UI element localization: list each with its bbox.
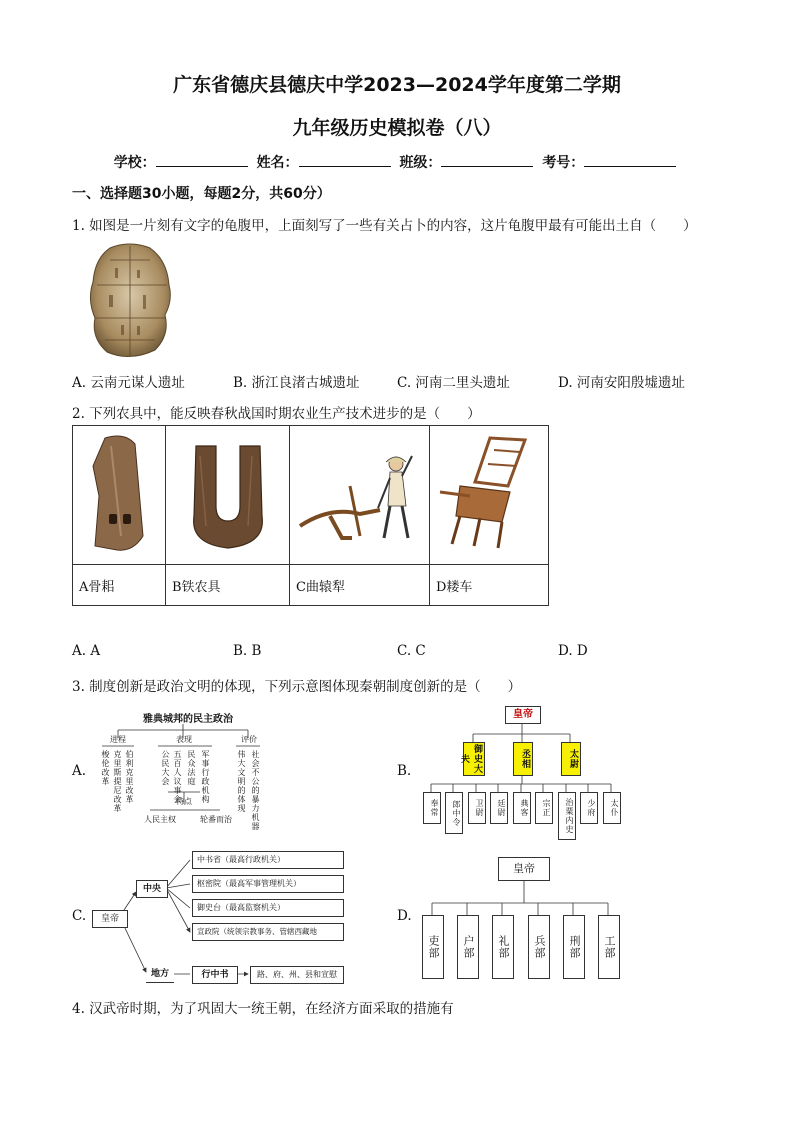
tool-caption-a: A骨耜 xyxy=(73,565,166,606)
ming-ministry-1: 吏部 xyxy=(422,915,444,979)
q3-option-c[interactable]: C. xyxy=(72,908,87,924)
ming-ministry-2: 户部 xyxy=(457,915,479,979)
yuan-local-label: 地方 xyxy=(146,966,174,983)
q1-stem: 1. 如图是一片刻有文字的龟腹甲，上面刻写了一些有关占卜的内容，这片龟腹甲最有可能出土自（ ） xyxy=(72,218,697,234)
yuan-admin-diagram xyxy=(90,848,350,986)
yuan-central-2: 枢密院（最高军事管理机关） xyxy=(192,875,344,893)
student-info-row xyxy=(0,152,794,172)
qin-bottom-7: 治粟内史 xyxy=(558,792,576,840)
id-label: 考号： xyxy=(542,155,585,171)
athens-feature-1: 人民主权 xyxy=(144,815,176,824)
yuan-emperor-box: 皇帝 xyxy=(92,910,128,928)
athens-process-1: 梭伦改革 xyxy=(101,750,110,786)
ming-ministry-4: 兵部 xyxy=(528,915,550,979)
qin-bottom-2: 郎中令 xyxy=(445,792,463,834)
qin-bottom-3: 卫尉 xyxy=(468,792,486,824)
athens-perform-4: 军事行政机构 xyxy=(201,750,210,804)
school-label: 学校： xyxy=(113,155,156,171)
name-label: 姓名： xyxy=(256,155,299,171)
athens-process-2: 克里斯提尼改革 xyxy=(113,750,122,813)
athens-evaluate-2: 社会不公的暴力机器 xyxy=(251,750,260,831)
tools-table xyxy=(72,425,549,606)
name-blank[interactable] xyxy=(299,154,391,167)
athens-evaluate-1: 伟大文明的体现 xyxy=(237,750,246,813)
q3-option-d[interactable]: D. xyxy=(397,908,412,924)
qin-bottom-4: 廷尉 xyxy=(490,792,508,824)
athens-branch-evaluate: 评价 xyxy=(241,735,257,744)
exam-title-line2: 九年级历史模拟卷（八） xyxy=(292,117,502,139)
q1-option-b[interactable]: B. 浙江良渚古城遗址 xyxy=(233,375,360,391)
q2-stem: 2. 下列农具中，能反映春秋战国时期农业生产技术进步的是（ ） xyxy=(72,406,481,422)
school-blank[interactable] xyxy=(156,154,248,167)
qin-mid-3: 太尉 xyxy=(561,742,581,776)
class-label: 班级： xyxy=(399,155,442,171)
iron-tool-cell xyxy=(166,426,290,565)
yuan-local-end: 路、府、州、县和宣慰 xyxy=(250,966,344,984)
qin-bottom-1: 奉常 xyxy=(423,792,441,824)
q2-option-b[interactable]: B. B xyxy=(233,643,262,659)
exam-title-line1: 广东省德庆县德庆中学2023—2024学年度第二学期 xyxy=(173,74,621,96)
qin-emperor-box: 皇帝 xyxy=(505,706,541,724)
q3-option-a[interactable]: A. xyxy=(72,763,87,779)
seed-drill-cell xyxy=(430,426,549,565)
bone-spade-image xyxy=(73,426,165,560)
athens-democracy-diagram xyxy=(88,708,278,833)
ming-emperor-box: 皇帝 xyxy=(498,857,550,881)
athens-perform-3: 民众法庭 xyxy=(187,750,196,786)
class-blank[interactable] xyxy=(441,154,533,167)
q3-stem: 3. 制度创新是政治文明的体现，下列示意图体现秦朝制度创新的是（ ） xyxy=(72,679,522,695)
qin-bottom-6: 宗正 xyxy=(535,792,553,824)
athens-feature-2: 轮番而治 xyxy=(200,815,232,824)
yuan-central-box: 中央 xyxy=(136,880,168,898)
turtle-shell-image xyxy=(85,240,175,362)
ming-ministry-6: 工部 xyxy=(598,915,620,979)
section-title: 一、选择题30小题，每题2分，共60分） xyxy=(72,186,331,202)
q4-stem: 4. 汉武帝时期，为了巩固大一统王朝，在经济方面采取的措施有 xyxy=(72,1001,454,1017)
q2-option-a[interactable]: A. A xyxy=(72,643,101,659)
athens-process-3: 伯利克里改革 xyxy=(125,750,134,804)
q1-option-d[interactable]: D. 河南安阳殷墟遗址 xyxy=(558,375,685,391)
tool-caption-c: C曲辕犁 xyxy=(290,565,430,606)
ming-ministry-5: 刑部 xyxy=(563,915,585,979)
yuan-local-mid: 行中书 xyxy=(192,966,238,984)
q1-option-c[interactable]: C. 河南二里头遗址 xyxy=(397,375,510,391)
ming-six-ministries-diagram xyxy=(420,855,630,983)
athens-title: 雅典城邦的民主政治 xyxy=(143,714,233,725)
yuan-central-1: 中书省（最高行政机关） xyxy=(192,851,344,869)
curved-plow-image xyxy=(290,426,429,560)
qin-bottom-5: 典客 xyxy=(513,792,531,824)
q3-option-b[interactable]: B. xyxy=(397,763,412,779)
bone-spade-cell xyxy=(73,426,166,565)
qin-mid-1: 御史大夫 xyxy=(463,742,485,776)
q2-option-c[interactable]: C. C xyxy=(397,643,426,659)
qin-bottom-9: 太仆 xyxy=(603,792,621,824)
iron-tool-image xyxy=(166,426,289,560)
curved-plow-cell xyxy=(290,426,430,565)
athens-perform-1: 五百人议事会 xyxy=(173,750,182,804)
qin-central-diagram xyxy=(415,704,630,839)
tool-caption-b: B铁农具 xyxy=(166,565,290,606)
athens-branch-perform: 表现 xyxy=(176,735,192,744)
yuan-central-4: 宣政院（统领宗教事务、管辖西藏地 xyxy=(192,923,344,941)
qin-mid-2: 丞相 xyxy=(513,742,533,776)
id-blank[interactable] xyxy=(584,154,676,167)
athens-features-label: 特点 xyxy=(176,797,192,806)
q2-option-d[interactable]: D. D xyxy=(558,643,588,659)
qin-bottom-8: 少府 xyxy=(580,792,598,824)
ming-ministry-3: 礼部 xyxy=(492,915,514,979)
tool-caption-d: D耧车 xyxy=(430,565,549,606)
athens-perform-2: 公民大会 xyxy=(161,750,170,786)
athens-branch-process: 进程 xyxy=(110,735,126,744)
yuan-central-3: 御史台（最高监察机关） xyxy=(192,899,344,917)
q1-option-a[interactable]: A. 云南元谋人遗址 xyxy=(72,375,185,391)
seed-drill-image xyxy=(430,426,548,560)
